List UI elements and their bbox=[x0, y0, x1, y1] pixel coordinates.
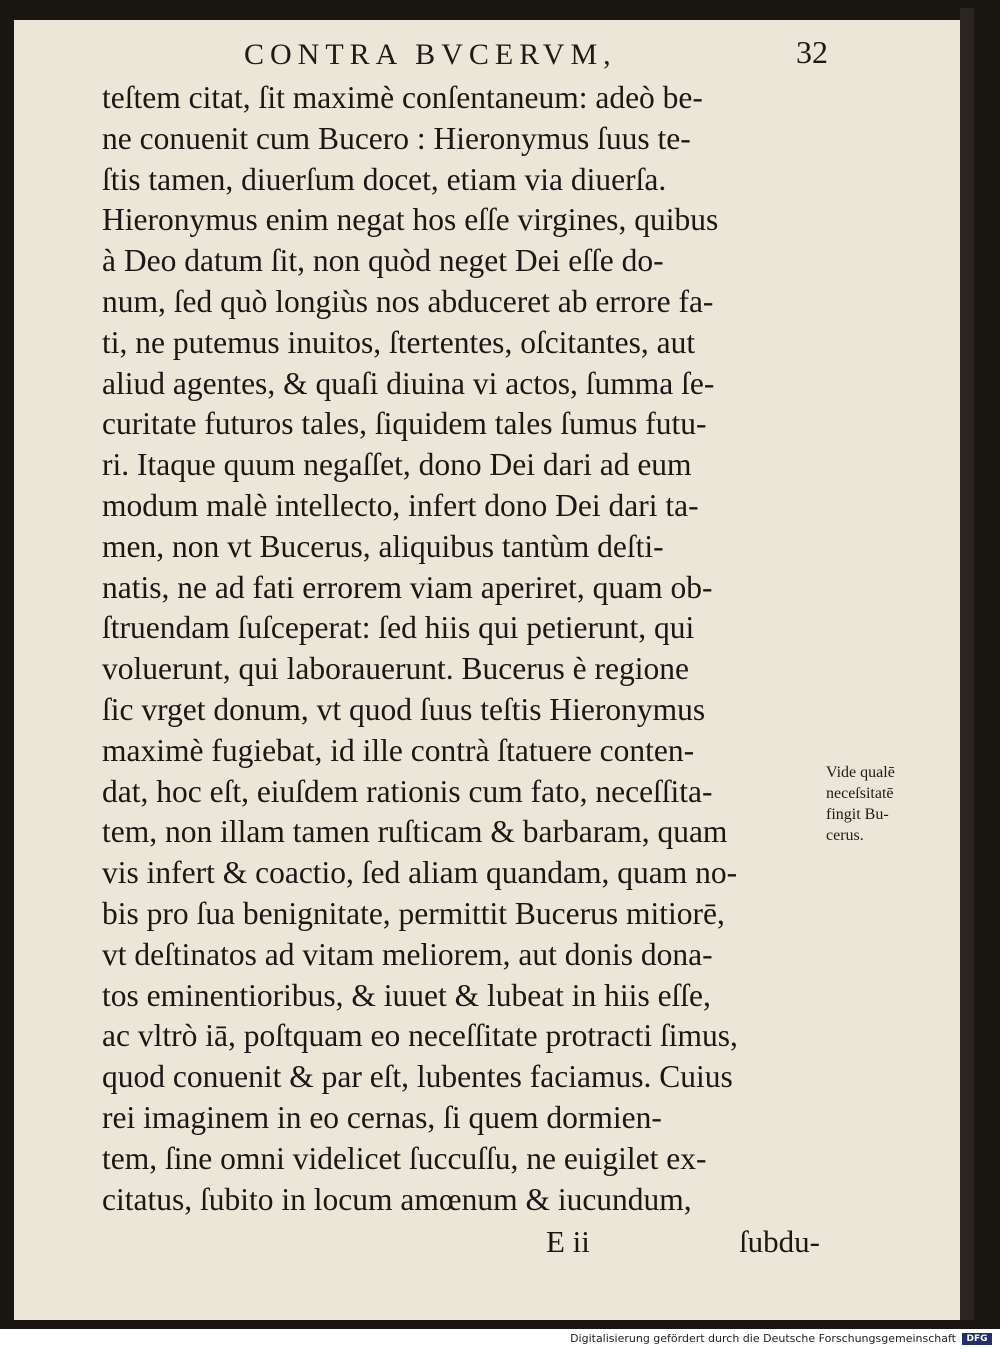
marginal-note-line: fingit Bu- bbox=[826, 806, 889, 823]
text-line: tem, ſine omni videlicet ſuccuſſu, ne euigilet ex- bbox=[102, 1140, 707, 1176]
marginal-note-line: Vide qualē bbox=[826, 764, 895, 781]
text-line: tem, non illam tamen ruſticam & barbaram, quam bbox=[102, 814, 728, 850]
page-header bbox=[244, 34, 964, 74]
signature-mark: E ii bbox=[546, 1224, 590, 1259]
dfg-logo: DFG bbox=[962, 1333, 992, 1345]
text-line: tos eminentioribus, & iuuet & lubeat in hiis eſſe, bbox=[102, 977, 711, 1013]
text-line: citatus, ſubito in locum amœnum & iucundum, bbox=[102, 1181, 692, 1217]
text-line: ri. Itaque quum negaſſet, dono Dei dari ad eum bbox=[102, 447, 692, 483]
text-line: num, ſed quò longiùs nos abduceret ab errore fa- bbox=[102, 283, 714, 319]
text-line: vt deſtinatos ad vitam meliorem, aut donis dona- bbox=[102, 936, 713, 972]
text-line: vis infert & coactio, ſed aliam quandam, quam no- bbox=[102, 855, 738, 891]
text-line: rei imaginem in eo cernas, ſi quem dormien- bbox=[102, 1099, 662, 1135]
text-line: modum malè intellecto, infert dono Dei dari ta- bbox=[102, 487, 699, 523]
text-line: ti, ne putemus inuitos, ſtertentes, oſcitantes, aut bbox=[102, 324, 696, 360]
page-number: 32 bbox=[796, 34, 828, 70]
book-page bbox=[14, 20, 974, 1320]
text-line: ne conuenit cum Bucero : Hieronymus ſuus te- bbox=[102, 120, 691, 156]
marginal-note-line: cerus. bbox=[826, 827, 864, 844]
body-text bbox=[102, 78, 822, 1220]
text-line: ac vltrò iā, poſtquam eo neceſſitate protracti ſimus, bbox=[102, 1018, 738, 1054]
marginal-note bbox=[826, 762, 936, 846]
running-title: CONTRA BVCERVM, bbox=[244, 38, 617, 71]
text-line: teſtem citat, ſit maximè conſentaneum: adeò be- bbox=[102, 80, 703, 115]
text-line: ſtruendam ſuſceperat: ſed hiis qui petierunt, qui bbox=[102, 610, 695, 646]
text-line: maximè fugiebat, id ille contrà ſtatuere conten- bbox=[102, 732, 695, 768]
footer-credit: Digitalisierung gefördert durch die Deutsche Forschungsgemeinschaft bbox=[570, 1332, 956, 1345]
catchword: ſubdu- bbox=[739, 1224, 820, 1259]
catchline bbox=[102, 1224, 822, 1264]
text-line: dat, hoc eſt, eiuſdem rationis cum fato, neceſſita- bbox=[102, 773, 713, 809]
text-line: Hieronymus enim negat hos eſſe virgines, quibus bbox=[102, 202, 719, 238]
text-line: ſtis tamen, diuerſum docet, etiam via diuerſa. bbox=[102, 161, 667, 197]
text-line: natis, ne ad fati errorem viam aperiret, quam ob- bbox=[102, 569, 713, 605]
page-edge-shadow bbox=[960, 8, 974, 1320]
text-line: curitate futuros tales, ſiquidem tales ſumus futu- bbox=[102, 406, 707, 442]
text-line: men, non vt Bucerus, aliquibus tantùm deſti- bbox=[102, 528, 664, 564]
text-line: voluerunt, qui laborauerunt. Bucerus è regione bbox=[102, 651, 689, 687]
text-line: ſic vrget donum, vt quod ſuus teſtis Hieronymus bbox=[102, 691, 706, 727]
text-line: bis pro ſua benignitate, permittit Bucerus mitiorē, bbox=[102, 895, 725, 931]
text-line: quod conuenit & par eſt, lubentes faciamus. Cuius bbox=[102, 1059, 733, 1095]
text-line: aliud agentes, & quaſi diuina vi actos, ſumma ſe- bbox=[102, 365, 715, 401]
text-line: à Deo datum ſit, non quòd neget Dei eſſe do- bbox=[102, 243, 664, 279]
digitization-footer bbox=[0, 1329, 1000, 1349]
marginal-note-line: neceſsitatē bbox=[826, 785, 894, 802]
